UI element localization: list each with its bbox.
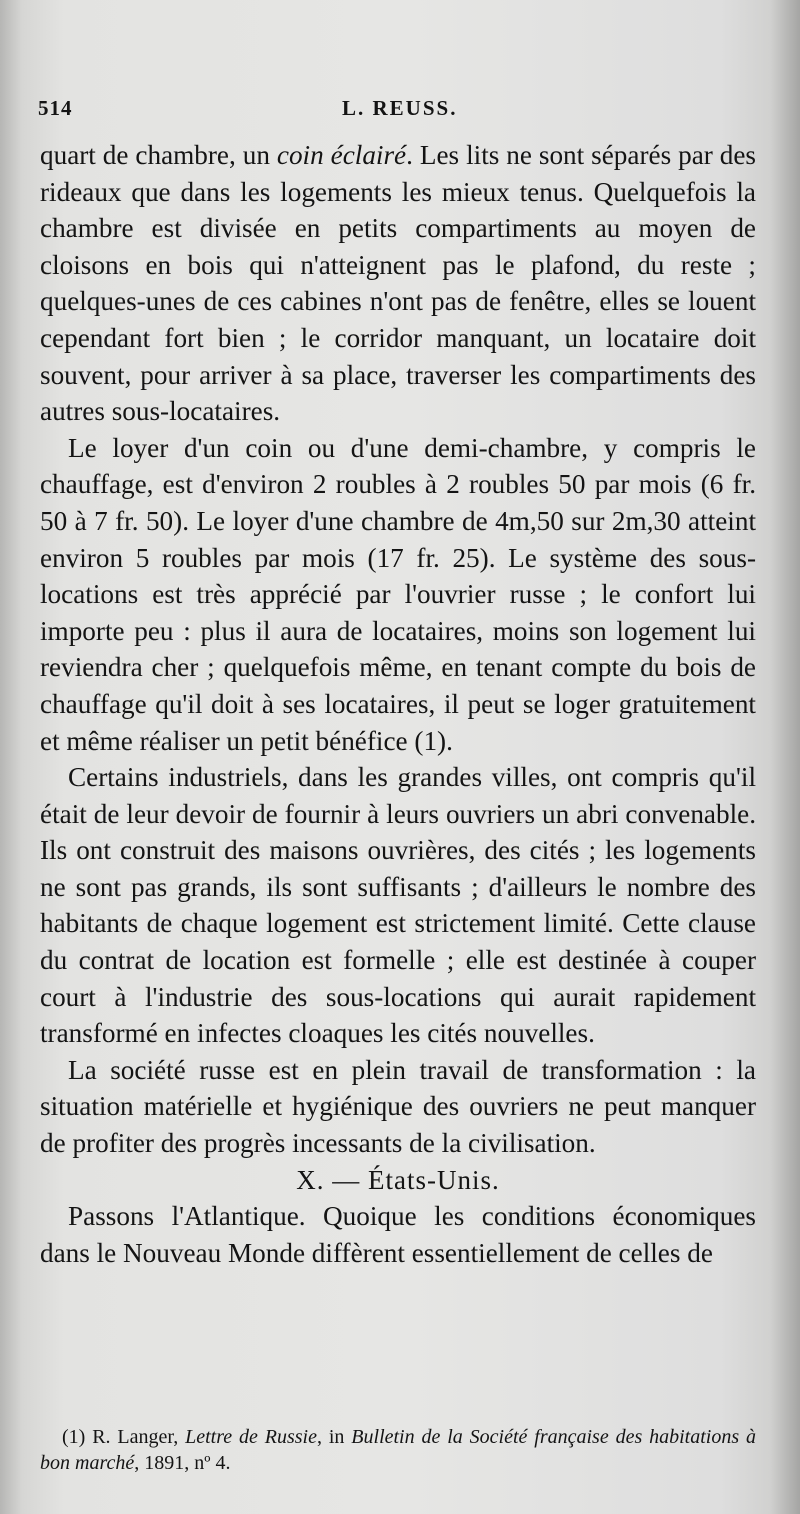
paragraph-1-italic: coin éclairé [276,140,407,170]
paragraph-1 [40,137,756,430]
paragraph-1-start: quart de chambre, un [40,140,277,170]
running-title: L. REUSS. [342,96,458,120]
scan-edge-shadow-right [770,0,800,1514]
footnote-text [40,1424,756,1476]
paragraph-1-rest: . Les lits ne sont séparés par des rideaux que dans les logements les mieux tenus. Quelquefois la chambre est divisée en petits compartiments au moyen de cloisons en bois qui n'atteignent pas le plafond, du reste ; quelques-unes de ces cabines n'ont pas de fenêtre, elles se louent cependant fort bien ; le corridor manquant, un locataire doit souvent, pour arriver à sa place, traverser les compartiments des autres sous-locataires. [40,140,756,427]
section-heading: X. — États-Unis. [296,1164,500,1195]
paragraph-2: Le loyer d'un coin ou d'une demi-chambre, y compris le chauffage, est d'environ 2 roubles à 2 roubles 50 par mois (6 fr. 50 à 7 fr. 50). Le loyer d'une chambre de 4m,50 sur 2m,30 atteint environ 5 roubles par mois (17 fr. 25). Le système des sous-locations est très apprécié par l'ouvrier russe ; le confort lui importe peu : plus il aura de locataires, moins son logement lui reviendra cher ; quelquefois même, en tenant compte du bois de chauffage qu'il doit à ses locataires, il peut se loger gratuitement et même réaliser un petit bénéfice (1). [40,432,756,756]
body-text [40,137,756,1271]
paragraph-4: La société russe est en plein travail de transformation : la situation matérielle et hygiénique des ouvriers ne peut manquer de profiter des progrès incessants de la civilisation. [40,1054,756,1159]
footnote-mid: , in [316,1426,352,1448]
page-number: 514 [38,96,73,120]
scan-edge-shadow-left [0,0,22,1514]
paragraph-5: Passons l'Atlantique. Quoique les conditions économiques dans le Nouveau Monde diffèrent essentiellement de celles de [40,1201,756,1268]
footnote-title: Lettre de Russie [185,1426,317,1448]
running-header [38,96,758,126]
footnote-end: , 1891, nº 4. [134,1452,231,1474]
footnote [40,1424,756,1476]
paragraph-3: Certains industriels, dans les grandes villes, ont compris qu'il était de leur devoir de fournir à leurs ouvriers un abri convenable. Ils ont construit des maisons ouvrières, des cités ; les logements ne sont pas grands, ils sont suffisants ; d'ailleurs le nombre des habitants de chaque logement est strictement limité. Cette clause du contrat de location est formelle ; elle est destinée à couper court à l'industrie des sous-locations qui aurait rapidement transformé en infectes cloaques les cités nouvelles. [40,762,756,1049]
footnote-journal: Bulletin de la Société française des habitations à bon marché [40,1426,757,1474]
footnote-marker: (1) R. Langer, [62,1426,186,1448]
